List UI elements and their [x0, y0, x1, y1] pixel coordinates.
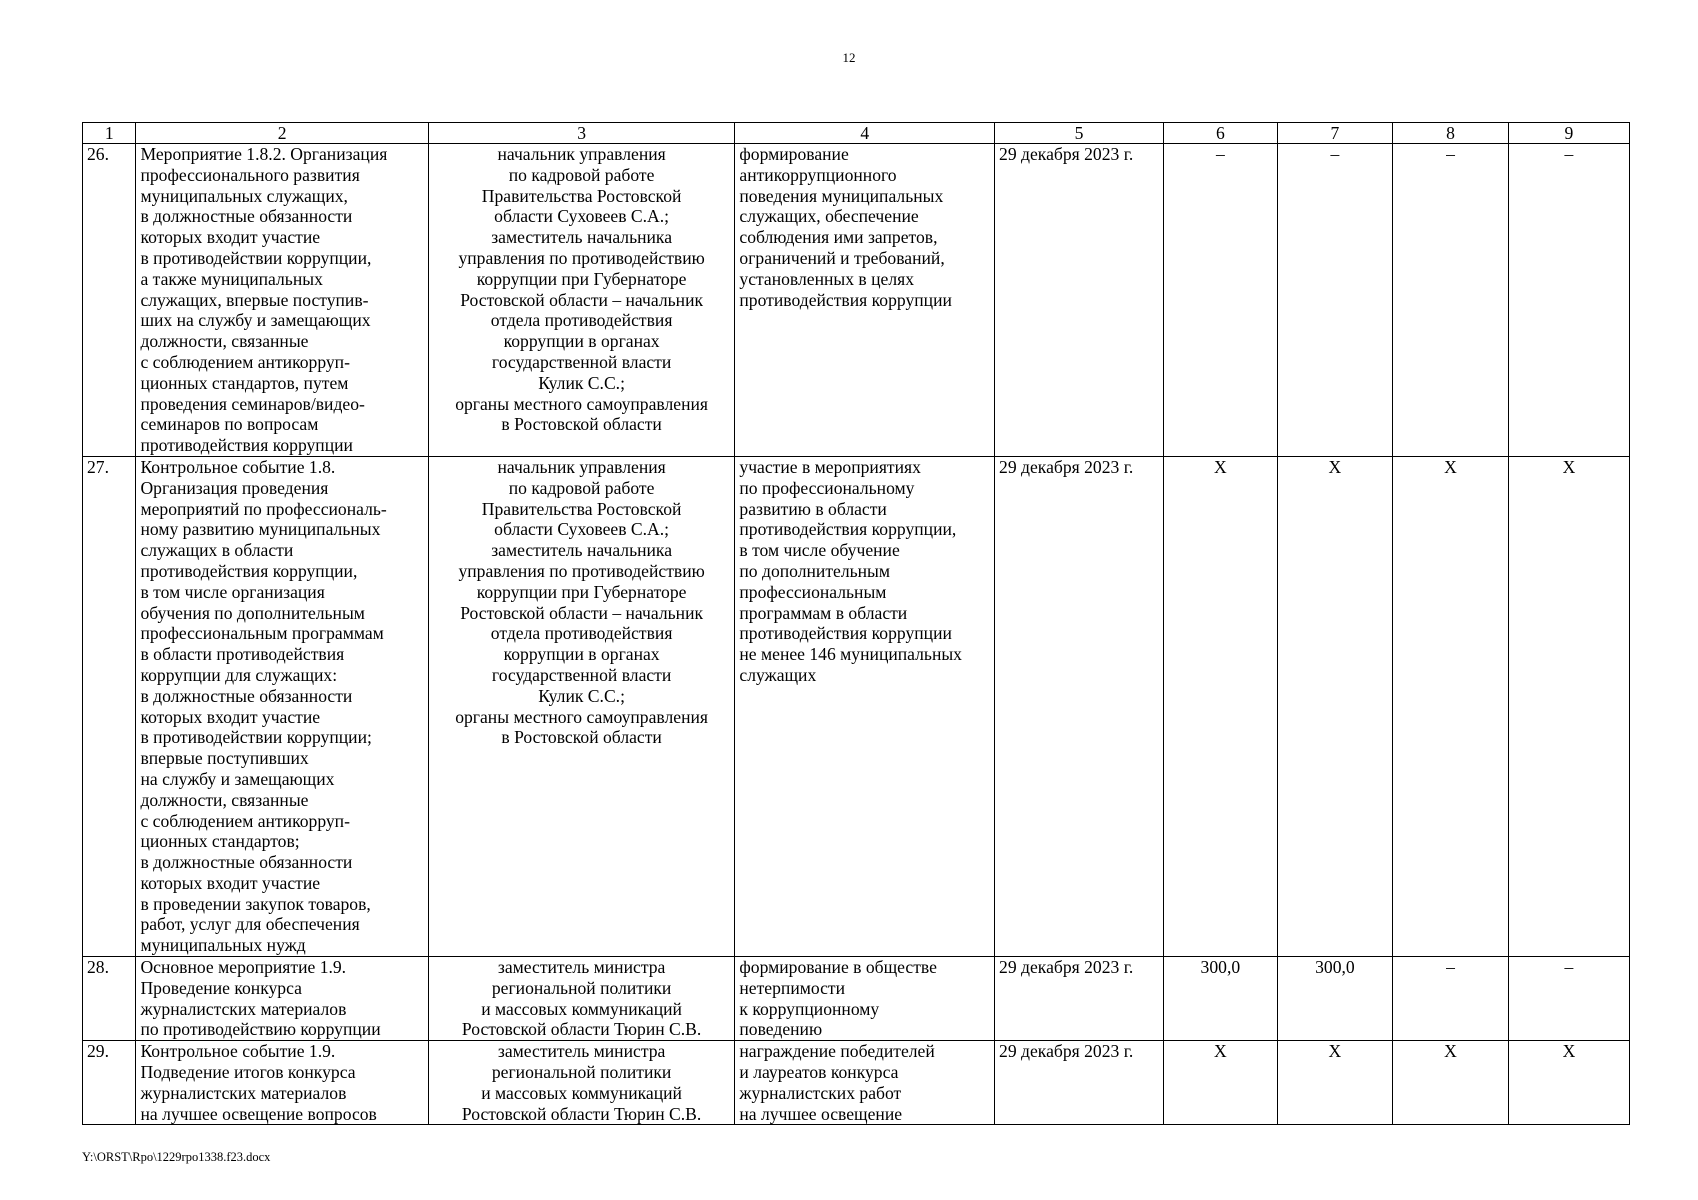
- header-cell-6: 6: [1164, 123, 1277, 144]
- result-cell: формирование в обществе нетерпимости к коррупционному поведению: [735, 957, 995, 1041]
- header-cell-9: 9: [1508, 123, 1629, 144]
- value-cell-6: –: [1164, 144, 1277, 457]
- value-cell-9: X: [1508, 456, 1629, 956]
- row-number: 27.: [83, 456, 136, 956]
- table-header-row: [83, 123, 1630, 144]
- footer-file-path: Y:\ORST\Rpo\1229rpo1338.f23.docx: [82, 1150, 271, 1164]
- result-cell: участие в мероприятиях по профессиональному развитию в области противодействия коррупции, в том числе обучение по дополнительным профессиональным программам в области противодействия коррупции не менее 146 муниципальных служащих: [735, 456, 995, 956]
- table-row: [83, 957, 1630, 1041]
- executor-cell: заместитель министра региональной политики и массовых коммуникаций Ростовской области Тюрин С.В.: [428, 957, 735, 1041]
- date-cell: 29 декабря 2023 г.: [995, 957, 1164, 1041]
- header-cell-2: 2: [136, 123, 428, 144]
- table-row: [83, 1041, 1630, 1125]
- date-cell: 29 декабря 2023 г.: [995, 456, 1164, 956]
- row-number: 28.: [83, 957, 136, 1041]
- table-row: [83, 456, 1630, 956]
- value-cell-7: 300,0: [1277, 957, 1393, 1041]
- header-cell-1: 1: [83, 123, 136, 144]
- value-cell-9: –: [1508, 957, 1629, 1041]
- row-number: 29.: [83, 1041, 136, 1125]
- value-cell-8: X: [1393, 1041, 1509, 1125]
- result-cell: награждение победителей и лауреатов конкурса журналистских работ на лучшее освещение: [735, 1041, 995, 1125]
- value-cell-6: X: [1164, 1041, 1277, 1125]
- value-cell-7: X: [1277, 456, 1393, 956]
- result-cell: формирование антикоррупционного поведения муниципальных служащих, обеспечение соблюдения ими запретов, ограничений и требований, установленных в целях противодействия коррупции: [735, 144, 995, 457]
- value-cell-6: 300,0: [1164, 957, 1277, 1041]
- plan-table: [82, 122, 1630, 1125]
- date-cell: 29 декабря 2023 г.: [995, 144, 1164, 457]
- header-cell-5: 5: [995, 123, 1164, 144]
- row-number: 26.: [83, 144, 136, 457]
- value-cell-7: –: [1277, 144, 1393, 457]
- value-cell-8: X: [1393, 456, 1509, 956]
- value-cell-6: X: [1164, 456, 1277, 956]
- value-cell-8: –: [1393, 144, 1509, 457]
- page-number: 12: [842, 50, 856, 65]
- value-cell-9: X: [1508, 1041, 1629, 1125]
- measure-cell: Контрольное событие 1.9. Подведение итогов конкурса журналистских материалов на лучшее освещение вопросов: [136, 1041, 428, 1125]
- date-cell: 29 декабря 2023 г.: [995, 1041, 1164, 1125]
- header-cell-8: 8: [1393, 123, 1509, 144]
- measure-cell: Мероприятие 1.8.2. Организация профессионального развития муниципальных служащих, в должностные обязанности которых входит участие в противодействии коррупции, а также муниципальных служащих, впервые поступив- ших на службу и замещающих должности, связанные с соблюдением антикорруп- ционных стандартов, путем проведения семинаров/видео- семинаров по вопросам противодействия коррупции: [136, 144, 428, 457]
- value-cell-8: –: [1393, 957, 1509, 1041]
- measure-cell: Контрольное событие 1.8. Организация проведения мероприятий по профессиональ- ному развитию муниципальных служащих в области противодействия коррупции, в том числе организация обучения по дополнительным профессиональным программам в области противодействия коррупции для служащих: в должностные обязанности которых входит участие в противодействии коррупции; впервые поступивших на службу и замещающих должности, связанные с соблюдением антикорруп- ционных стандартов; в должностные обязанности которых входит участие в проведении закупок товаров, работ, услуг для обеспечения муниципальных нужд: [136, 456, 428, 956]
- executor-cell: начальник управления по кадровой работе Правительства Ростовской области Суховеев С.А.; заместитель начальника управления по противодействию коррупции при Губернаторе Ростовской области – начальник отдела противодействия коррупции в органах государственной власти Кулик С.С.; органы местного самоуправления в Ростовской области: [428, 456, 735, 956]
- header-cell-4: 4: [735, 123, 995, 144]
- value-cell-7: X: [1277, 1041, 1393, 1125]
- table-row: [83, 144, 1630, 457]
- value-cell-9: –: [1508, 144, 1629, 457]
- executor-cell: начальник управления по кадровой работе Правительства Ростовской области Суховеев С.А.; заместитель начальника управления по противодействию коррупции при Губернаторе Ростовской области – начальник отдела противодействия коррупции в органах государственной власти Кулик С.С.; органы местного самоуправления в Ростовской области: [428, 144, 735, 457]
- header-cell-3: 3: [428, 123, 735, 144]
- executor-cell: заместитель министра региональной политики и массовых коммуникаций Ростовской области Тюрин С.В.: [428, 1041, 735, 1125]
- header-cell-7: 7: [1277, 123, 1393, 144]
- measure-cell: Основное мероприятие 1.9. Проведение конкурса журналистских материалов по противодействию коррупции: [136, 957, 428, 1041]
